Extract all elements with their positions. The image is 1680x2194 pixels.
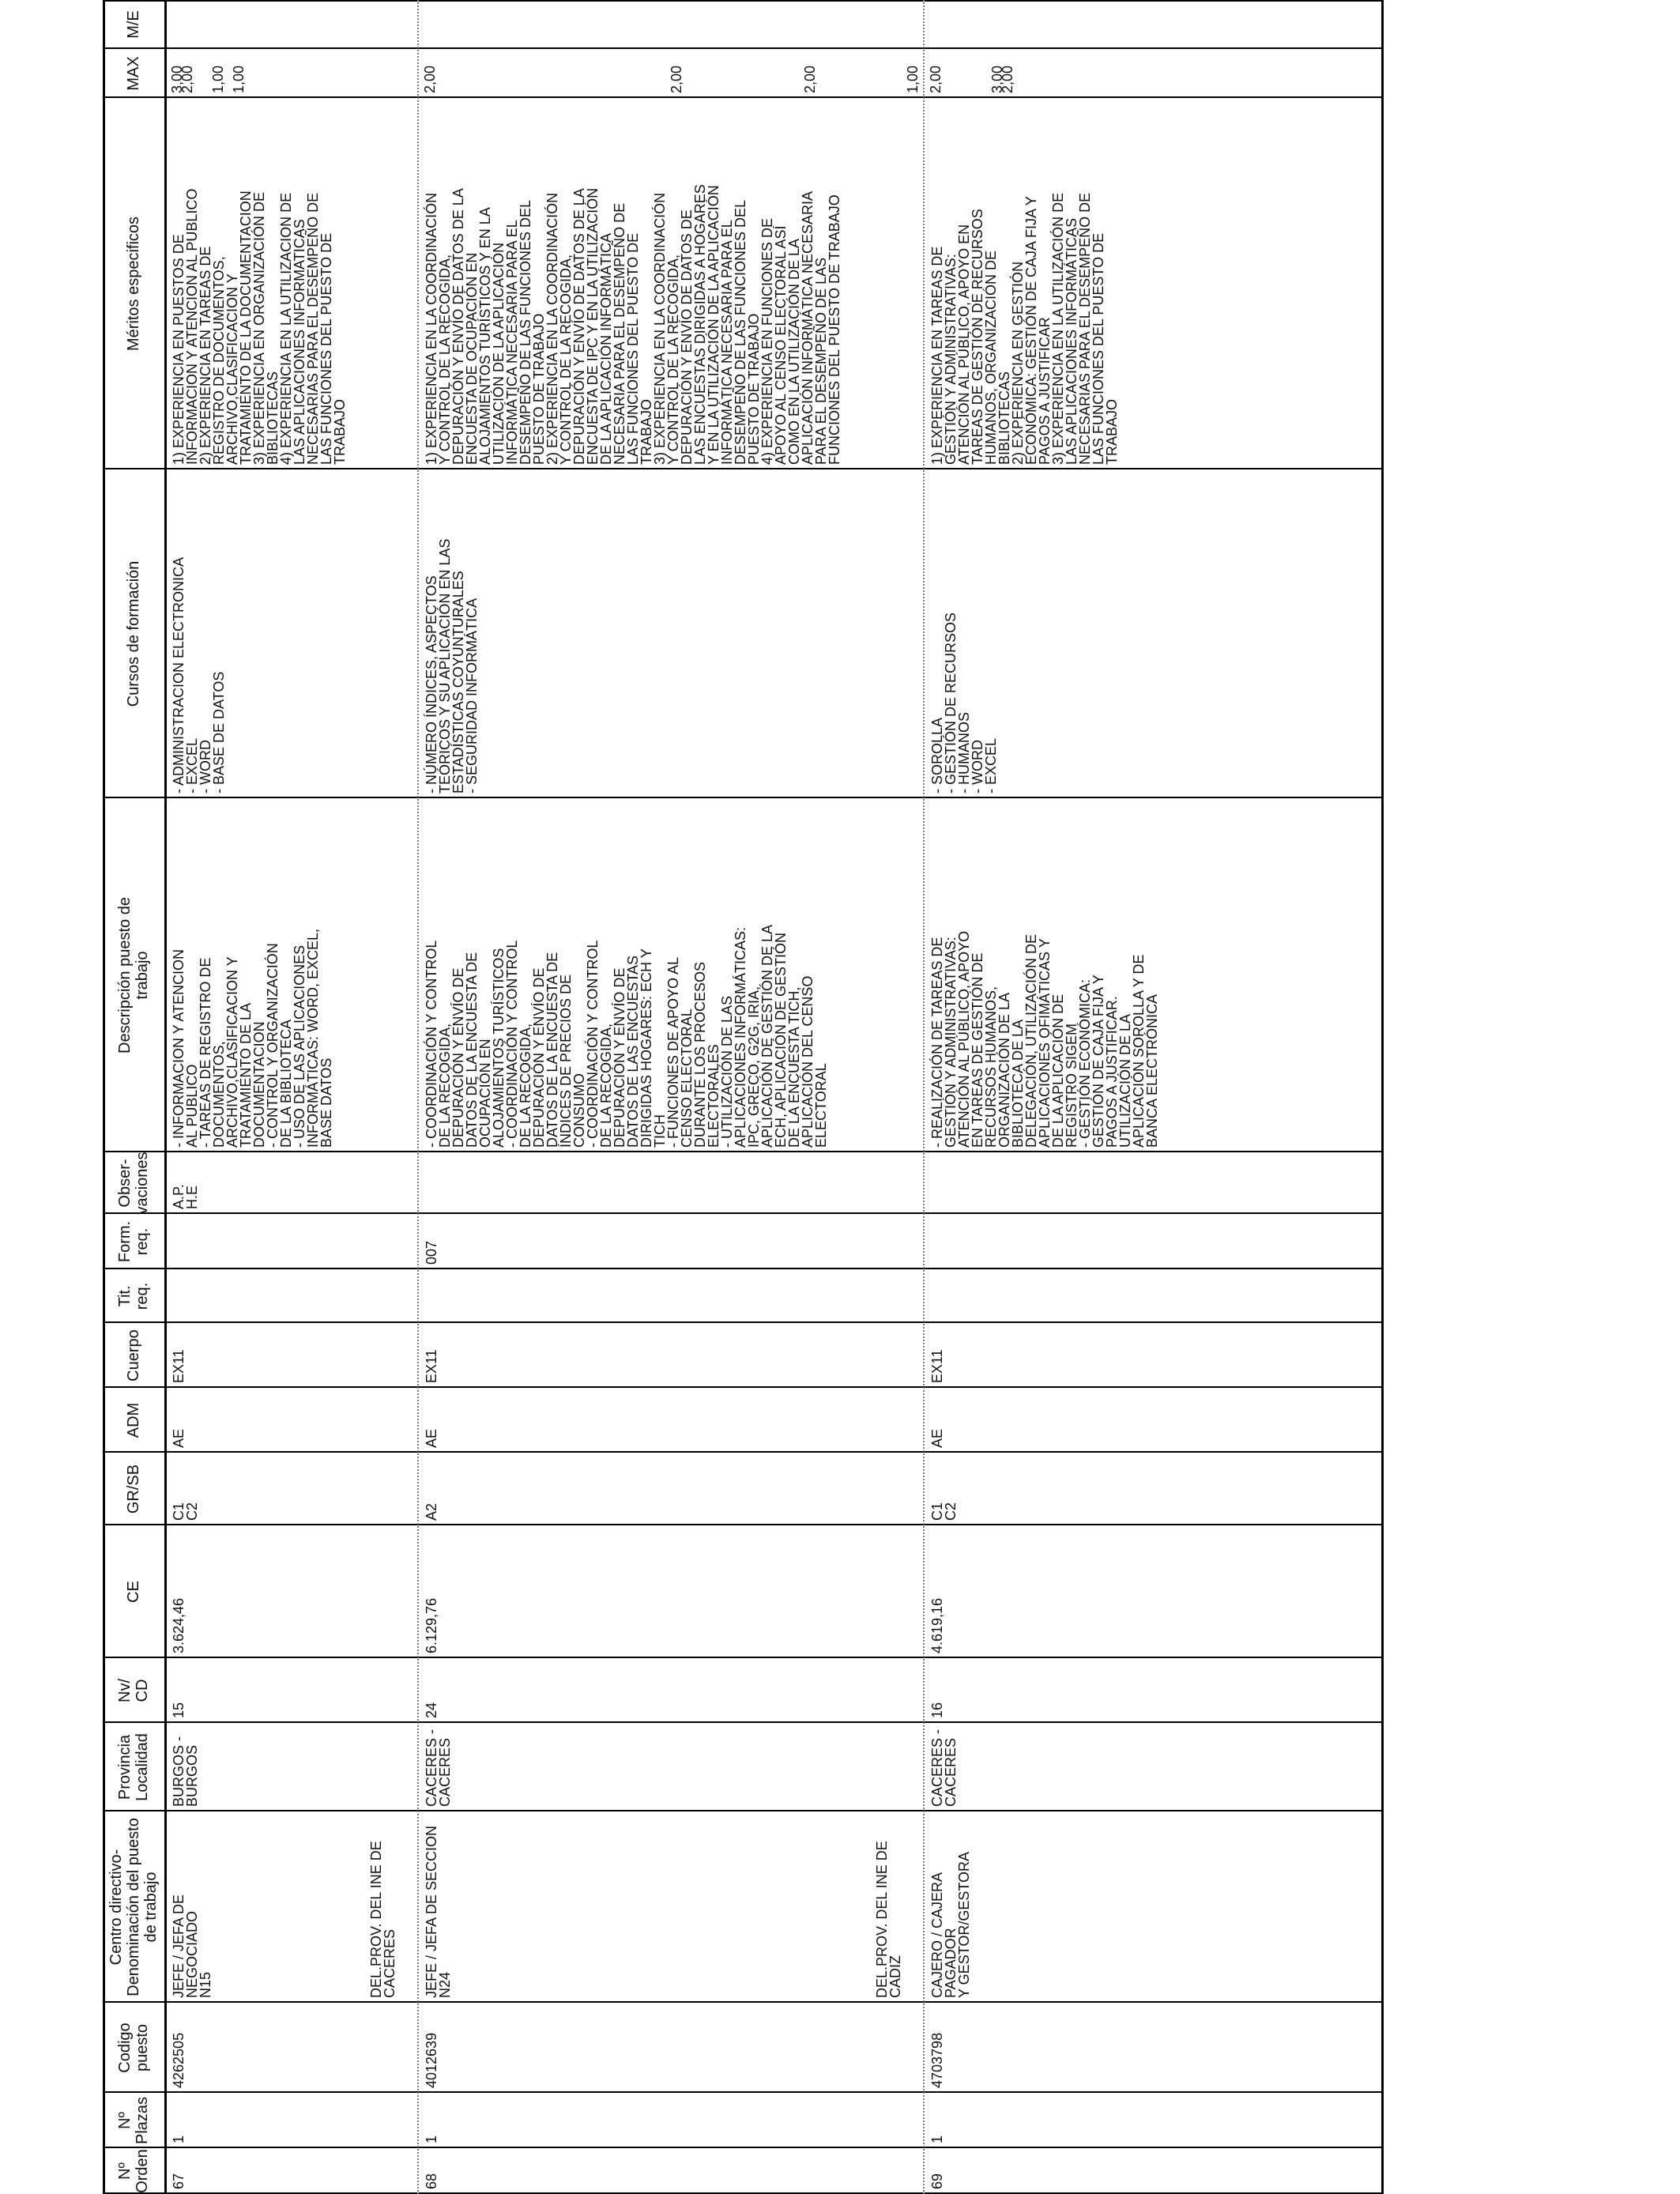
row-formacion: 007 (424, 1240, 439, 1265)
row-meritos: 1) EXPERIENCIA EN PUESTOS DE INFORMACION Y ATENCION AL PUBLICO 2) EXPERIENCIA EN TAREAS DE REGISTRO DE DOCUMENTOS, ARCHIVO,CLASIFICACION Y TRATAMIENTO DE LA DOCUMENTACION 3) EXPERIENCIA EN ORGANIZACIÓN DE BIBLIOTECAS 4) EXPERIENCIA EN LA UTILIZACION DE LAS APLICACIONES INFORMATICAS NECESARIAS PARA EL DESEMPEÑO DE LAS FUNCIONES DEL PUESTO DE TRABAJO (171, 188, 348, 465)
header-observaciones: Obser- vaciones (116, 1152, 151, 1215)
row-plazas: 1 (929, 2135, 945, 2143)
row-formacion (931, 1214, 1373, 1269)
row-orden: 67 (171, 2173, 186, 2189)
row-adm: AE (171, 1428, 186, 1448)
row-directive-centre: DEL.PROV. DEL INE DE CADIZ (874, 1841, 903, 1998)
row-meritos: 1) EXPERIENCIA EN LA COORDINACIÓN Y CONTROL DE LA RECOGIDA, DEPURACIÓN Y ENVÍO DE DATOS DE LA ENCUESTA DE OCUPACIÓN EN ALOJAMIENTOS TURÍSTICOS Y EN LA UTILIZACIÓN DE LA APLICACIÓN INFORMÁTICA NECESARIA PARA EL DESEMPEÑO DE LAS FUNCIONES DEL PUESTO DE TRABAJO 2) EXPERIENCIA EN LA COORDINACIÓN Y CONTROL DE LA RECOGIDA, DEPURACIÓN Y ENVÍO DE DATOS DE LA ENCUESTA DE IPC Y EN LA UTILIZACIÓN DE LA APLICACIÓN INFORMÁTICA NECESARIA PARA EL DESEMPEÑO DE LAS FUNCIONES DEL PUESTO DE TRABAJO 3) EXPERIENCIA EN LA COORDINACIÓN Y CONTROL DE LA RECOGIDA, DEPURACIÓN Y ENVÍO DE DATOS DE LAS ENCUESTAS DIRIGIDAS A HOGARES Y EN LA UTILIZACIÓN DE LA APLICACIÓN INFORMÁTICA NECESARIA PARA EL DESEMPEÑO DE LAS FUNCIONES DEL PUESTO DE TRABAJO 4) EXPERIENCIA EN FUNCIONES DE APOYO AL CENSO ELECTORAL ASÍ COMO EN LA UTILIZACIÓN DE LA APLICACIÓN INFORMÁTICA NECESARIA PARA EL DESEMPEÑO DE LAS FUNCIONES DEL PUESTO DE TRABAJO (424, 184, 842, 465)
row-directive-centre: DEL.PROV. DEL INE DE CACERES (368, 1841, 397, 1998)
row-descripcion: - COORDINACIÓN Y CONTROL DE LA RECOGIDA, DEPURACIÓN Y ENVÍO DE DATOS DE LA ENCUESTA DE OCUPACIÓN EN ALOJAMIENTOS TURÍSTICOS - COORDINACIÓN Y CONTROL DE LA RECOGIDA, DEPURACIÓN Y ENVÍO DE DATOS DE LA ENCUESTA DE ÍNDICES DE PRECIOS DE CONSUMO - COORDINACIÓN Y CONTROL DE LA RECOGIDA, DEPURACIÓN Y ENVÍO DE DATOS DE LAS ENCUESTAS DIRIGIDAS HOGARES: ECH Y TICH - FUNCIONES DE APOYO AL CENSO ELECTORAL DURANTE LOS PROCESOS ELECTORALES - UTILIZACIÓN DE LAS APLICACIONES INFORMÁTICAS: IPC, GRECO, G2G, IRIA, APLICACIÓN DE GESTIÓN DE LA ECH, APLICACIÓN DE GESTIÓN DE LA ENCUESTA TICH, APLICACIÓN DEL CENSO ELECTORAL (424, 924, 829, 1148)
row-adm: AE (424, 1428, 439, 1448)
row-observaciones: A.P. H.E (171, 1184, 200, 1209)
row-observaciones (425, 1152, 915, 1214)
row-codigo: 4262505 (171, 2032, 186, 2088)
header-titulacion: Tit. req. (116, 1282, 151, 1310)
row-job-title: JEFE / JEFA DE SECCION N24 (424, 1825, 453, 1998)
table-rule-2 (1381, 0, 1384, 2194)
row-codigo: 4703798 (929, 2032, 945, 2088)
row-provincia: CACERES - CACERES (424, 1728, 453, 1807)
row-max: 2,00 3,00 2,00 (928, 65, 1015, 93)
header-max: MAX (125, 56, 142, 91)
row-cursos: - NÚMERO ÍNDICES, ASPECTOS TEÓRICOS Y SU APLICACIÓN EN LAS ESTADÍSTICAS COYUNTURALES - SEGURIDAD INFORMÁTICA (424, 538, 480, 794)
row-ce: 3.624,46 (171, 1597, 186, 1653)
header-cuerpo: Cuerpo (125, 1329, 142, 1382)
row-orden: 69 (929, 2173, 945, 2189)
row-provincia: BURGOS - BURGOS (171, 1736, 200, 1807)
header-formacion: Form. req. (116, 1220, 151, 1263)
row-max: 2,00 2,00 2,00 1,00 (422, 65, 921, 93)
row-job-title: CAJERO / CAJERA PAGADOR Y GESTOR/GESTORA (929, 1851, 972, 1998)
row-provincia: CACERES - CACERES (929, 1728, 959, 1807)
row-cuerpo: EX11 (171, 1349, 186, 1383)
header-orden: Nº Orden (116, 2149, 151, 2193)
row-grupo: C1 C2 (929, 1502, 959, 1521)
row-titulacion (172, 1269, 409, 1323)
row-me (172, 0, 409, 49)
row-plazas: 1 (171, 2135, 186, 2143)
header-nivel: Nv/ CD (116, 1679, 151, 1702)
row-me (425, 0, 915, 49)
row-formacion (172, 1214, 409, 1269)
row-observaciones (931, 1152, 1373, 1214)
row-codigo: 4012639 (424, 2032, 439, 2088)
row-ce: 6.129,76 (424, 1597, 439, 1653)
row-titulacion (425, 1269, 915, 1323)
row-meritos: 1) EXPERIENCIA EN TAREAS DE GESTIÓN Y ADMINISTRATIVAS: ATENCIÓN AL PÚBLICO, APOYO EN TAREAS DE GESTIÓN DE RECURSOS HUMANOS, ORGANIZACIÓN DE BIBLIOTECAS 2) EXPERIENCIA EN GESTIÓN ECONÓMICA: GESTIÓN DE CAJA FIJA Y PAGOS A JUSTIFICAR 3) EXPERIENCIA EN LA UTILIZACIÓN DE LAS APLICACIONES INFORMÁTICAS NECESARIAS PARA EL DESEMPEÑO DE LAS FUNCIONES DEL PUESTO DE TRABAJO (929, 192, 1120, 465)
row-nivel: 15 (171, 1702, 186, 1718)
row-titulacion (931, 1269, 1373, 1323)
row-adm: AE (929, 1428, 945, 1448)
row-orden: 68 (424, 2173, 439, 2189)
header-provincia: Provincia Localidad (116, 1733, 151, 1801)
table-rule-1 (164, 0, 167, 2194)
row-ce: 4.619,16 (929, 1597, 945, 1653)
row-directive-centre (1334, 1811, 1369, 2003)
row-separator (417, 0, 419, 2194)
row-cursos: - SOROLLA - GESTIÓN DE RECURSOS - HUMANOS - WORD - EXCEL (929, 612, 999, 794)
row-grupo: C1 C2 (171, 1502, 200, 1521)
header-meritos: Méritos especificos (125, 216, 142, 352)
row-nivel: 16 (929, 1702, 945, 1718)
row-me (931, 0, 1373, 49)
header-ce: CE (125, 1581, 142, 1603)
row-separator (923, 0, 925, 2194)
row-descripcion: - INFORMACION Y ATENCION AL PUBLICO - TAREAS DE REGISTRO DE DOCUMENTOS, ARCHIVO,CLASIFICACION Y TRATAMIENTO DE LA DOCUMENTACION - CONTROL Y ORGANIZACIÓN DE LA BIBLIOTECA - USO DE LAS APLICACIONES INFORMÁTICAS: WORD, EXCEL, BASE DATOS (171, 928, 334, 1148)
row-max: 3,00 2,00 1,00 1,00 (169, 65, 247, 93)
row-cuerpo: EX11 (929, 1349, 945, 1383)
header-codigo: Codigo puesto (116, 2022, 151, 2073)
row-cuerpo: EX11 (424, 1349, 439, 1383)
row-job-title: JEFE / JEFA DE NEGOCIADO N15 (171, 1894, 213, 1998)
row-cursos: - ADMINISTRACION ELECTRONICA - EXCEL - WORD - BASE DE DATOS (171, 556, 227, 794)
header-me: M/E (125, 10, 142, 39)
row-nivel: 24 (424, 1702, 439, 1718)
row-grupo: A2 (424, 1502, 439, 1521)
header-plazas: Nº Plazas (116, 2096, 151, 2145)
row-descripcion: - REALIZACIÓN DE TAREAS DE GESTIÓN Y ADMINISTRATIVAS: ATENCIÓN AL PÚBLICO, APOYO EN TAREAS DE GESTIÓN DE RECURSOS HUMANOS, ORGANIZACIÓN DE LA BIBLIOTECA DE LA DELEGACIÓN, UTILIZACIÓN DE APLICACIONES OFIMÁTICAS Y DE LA APLICACIÓN DE REGISTRO SIGEM - GESTIÓN ECONÓMICA: GESTIÓN DE CAJA FIJA Y PAGOS A JUSTIFICAR. UTILIZACIÓN DE LA APLICACIÓN SOROLLA Y DE BANCA ELECTRÓNICA (929, 930, 1160, 1148)
header-centro: Centro directivo- Denominación del puesto de trabajo (107, 1818, 160, 1996)
header-cursos: Cursos de formación (125, 560, 142, 707)
header-adm: ADM (125, 1402, 142, 1438)
row-plazas: 1 (424, 2135, 439, 2143)
header-descripcion: Descripción puesto de trabajo (116, 897, 151, 1054)
header-grupo: GR/SB (125, 1464, 142, 1514)
